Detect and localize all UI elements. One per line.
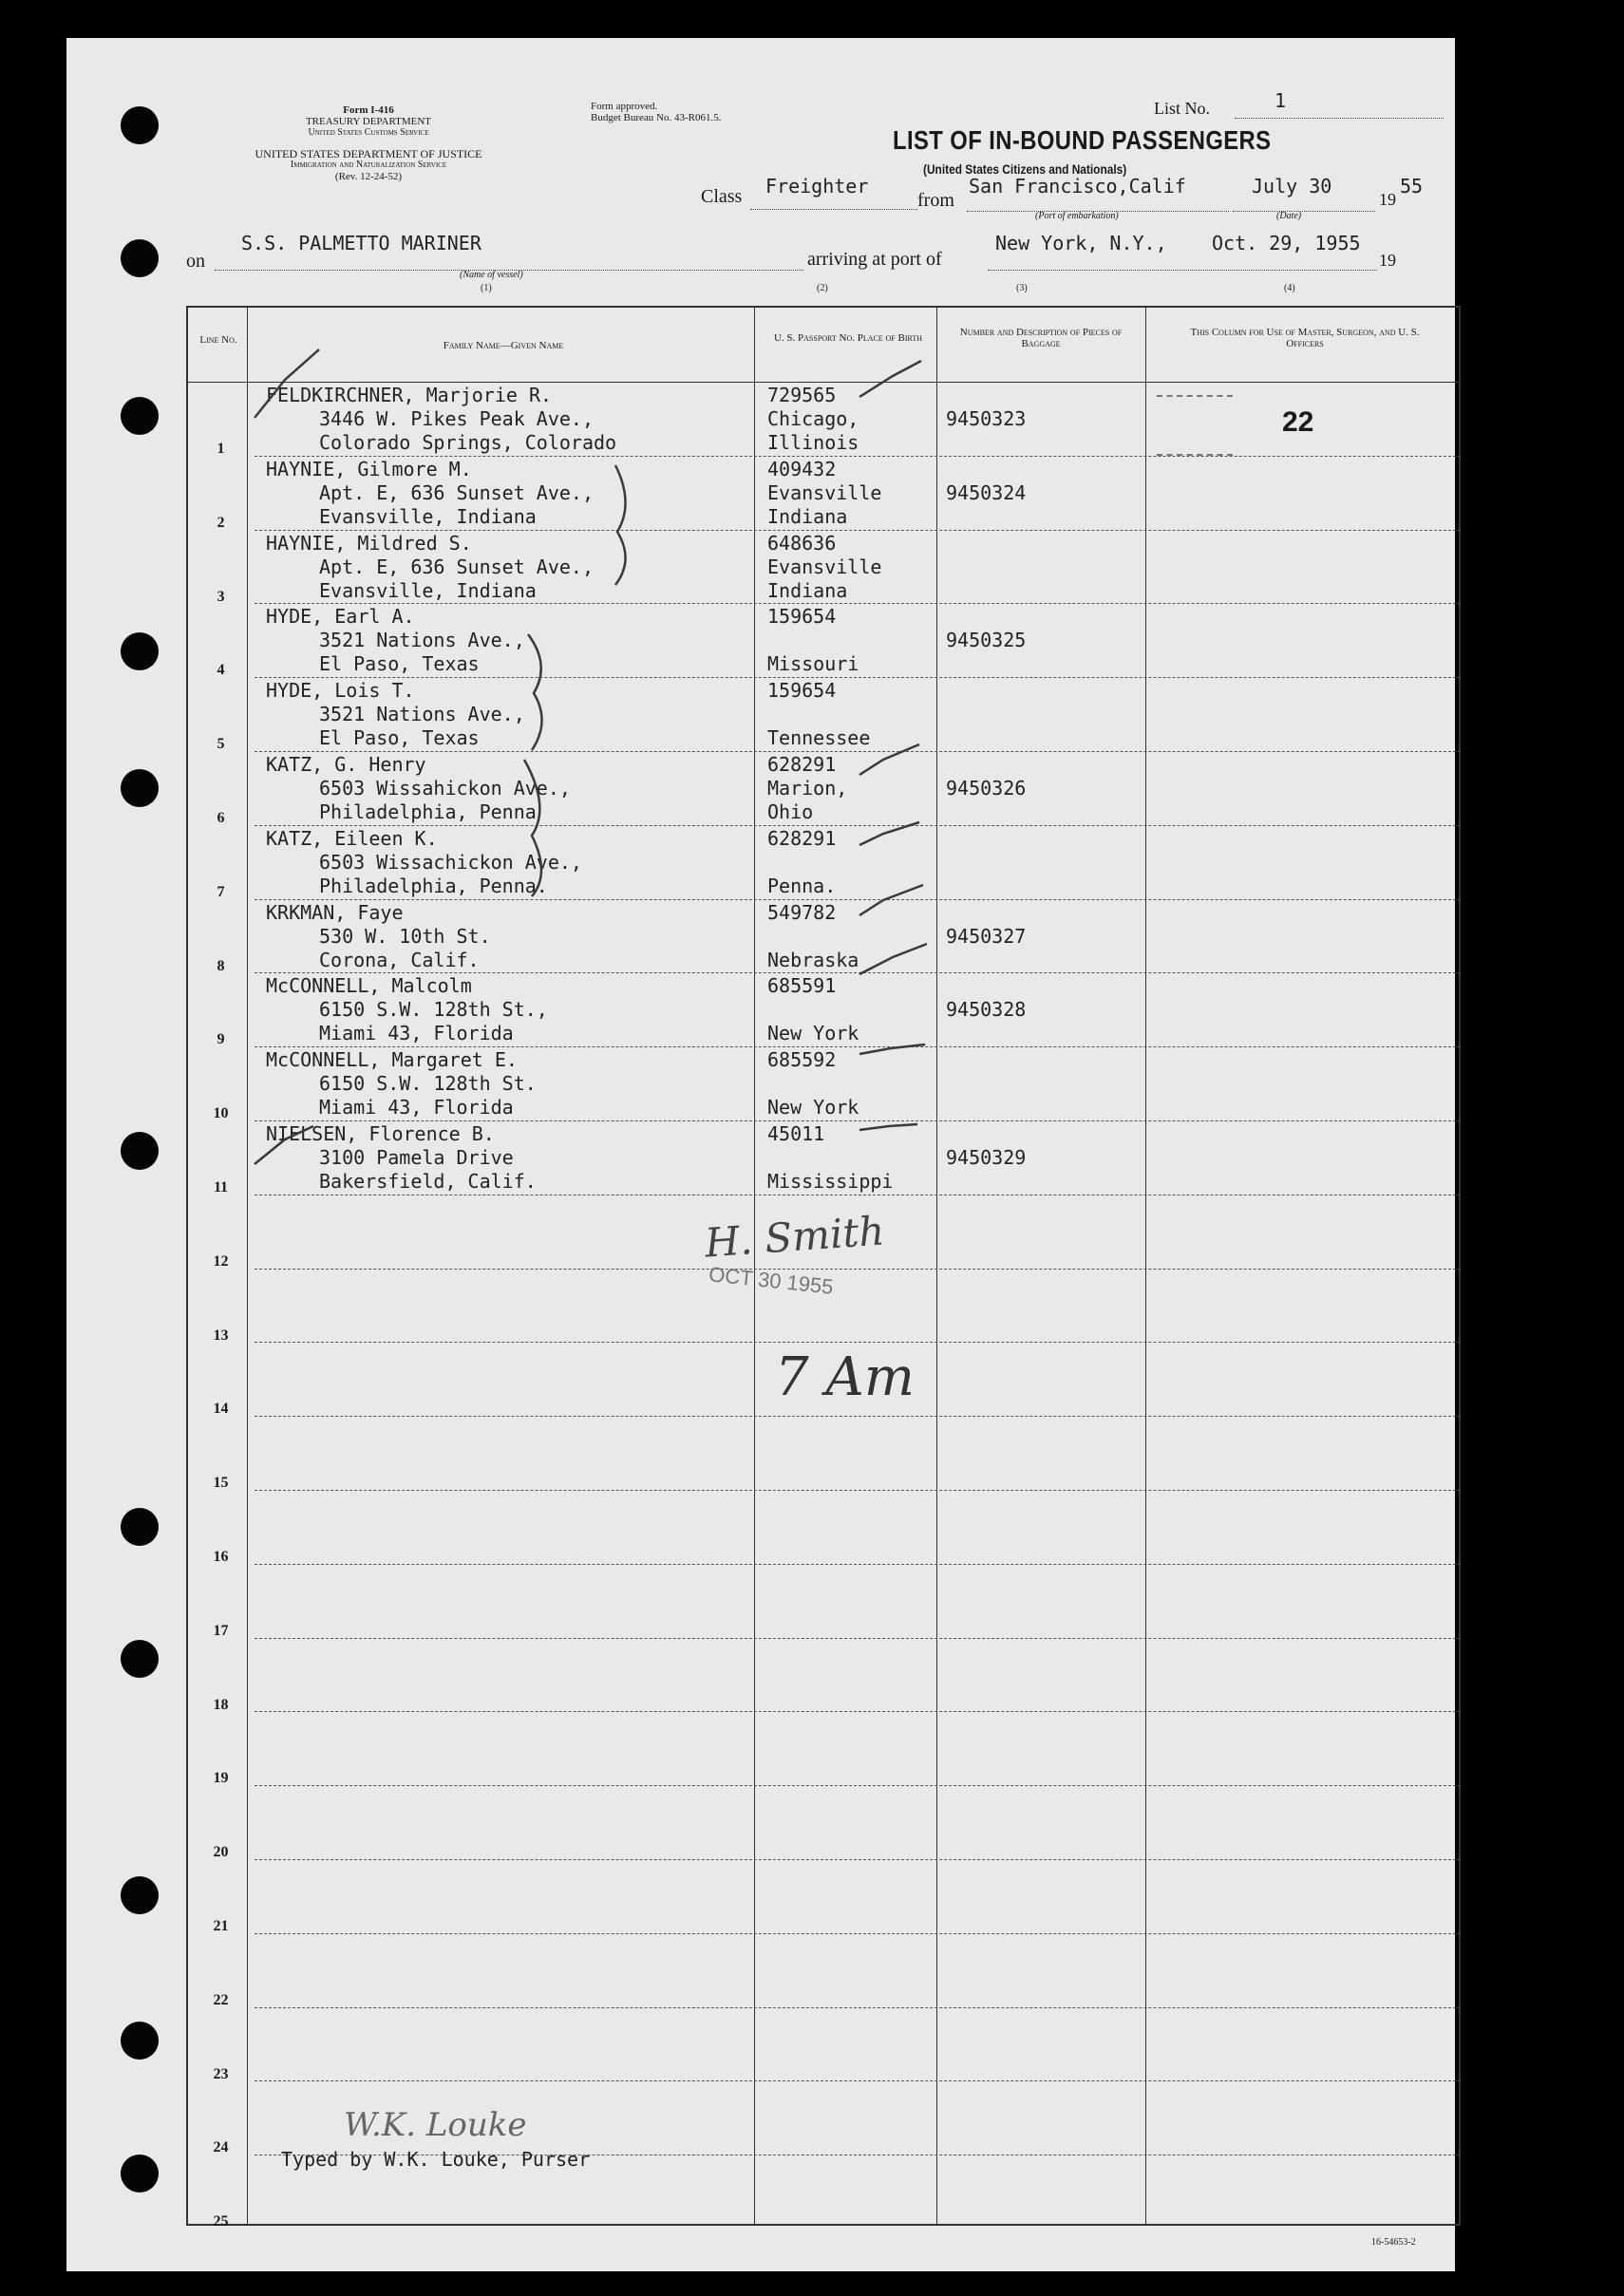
passenger-address-line2: Bakersfield, Calif.: [319, 1170, 537, 1193]
arriving-label: arriving at port of: [807, 249, 942, 270]
col4-number: (4): [1284, 283, 1295, 293]
passenger-name: HYDE, Lois T.: [266, 679, 415, 703]
page-title: LIST OF IN-BOUND PASSENGERS: [893, 125, 1272, 155]
embark-port: San Francisco,Calif: [969, 175, 1186, 198]
passenger-name: HAYNIE, Gilmore M.: [266, 457, 472, 480]
birthplace-line2: Indiana: [767, 504, 848, 528]
list-no-value: 1: [1275, 89, 1287, 112]
passenger-address-line2: Colorado Springs, Colorado: [319, 431, 617, 454]
passenger-address-line2: Miami 43, Florida: [319, 1022, 514, 1045]
header-officers: This Column for Use of Master, Surgeon, and U. S. Officers: [1190, 327, 1420, 349]
passport-number: 45011: [767, 1122, 825, 1145]
birthplace-line2: Penna.: [767, 874, 837, 897]
birthplace-line2: Mississippi: [767, 1170, 894, 1193]
line-number: 24: [213, 2139, 229, 2156]
header-baggage: Number and Description of Pieces of Baggage: [959, 327, 1123, 349]
line-number: 16: [213, 1549, 229, 1565]
class-value: Freighter: [765, 175, 869, 198]
vessel-name: S.S. PALMETTO MARINER: [241, 232, 482, 254]
line-number: 22: [213, 1991, 229, 2008]
header-passport: U. S. Passport No. Place of Birth: [773, 332, 923, 344]
passport-number: 409432: [767, 457, 837, 480]
passenger-address-line2: Philadelphia, Penna: [319, 800, 537, 823]
line-number: 20: [213, 1844, 229, 1861]
passenger-address-line1: 6503 Wissahickon Ave.,: [319, 777, 571, 800]
revision-date: (Rev. 12-24-52): [334, 171, 403, 182]
class-label: Class: [701, 186, 743, 207]
passenger-address-line2: Evansville, Indiana: [319, 504, 537, 528]
officer-mark: 22: [1282, 406, 1314, 438]
line-number: 10: [213, 1105, 229, 1122]
line-number: 4: [217, 662, 225, 679]
passport-number: 549782: [767, 900, 837, 924]
passenger-address-line1: 3100 Pamela Drive: [319, 1146, 514, 1169]
line-number: 6: [217, 810, 225, 826]
passenger-address-line1: 3521 Nations Ave.,: [319, 629, 525, 652]
passenger-address-line1: 6503 Wissachickon Ave.,: [319, 850, 582, 874]
passenger-name: McCONNELL, Margaret E.: [266, 1048, 518, 1072]
embark-caption: (Port of embarkation): [1035, 211, 1119, 221]
birthplace-line1: Marion,: [767, 777, 848, 800]
passport-number: 685591: [767, 974, 837, 998]
year-prefix: 19: [1379, 190, 1396, 209]
passenger-address-line2: Miami 43, Florida: [319, 1096, 514, 1120]
received-stamp: OCT 30 1955: [708, 1262, 835, 1299]
line-number: 25: [213, 2213, 229, 2230]
line-number: 7: [217, 883, 225, 900]
passport-number: 628291: [767, 826, 837, 850]
line-number: 3: [217, 588, 225, 605]
header-line-no: Line No.: [199, 334, 237, 346]
line-number: 15: [213, 1475, 229, 1492]
baggage-number: 9450327: [946, 924, 1027, 948]
birthplace-line2: Illinois: [767, 431, 859, 454]
passenger-address-line1: 3446 W. Pikes Peak Ave.,: [319, 407, 594, 430]
form-number: Form I-416: [343, 104, 394, 116]
on-label: on: [186, 251, 205, 272]
customs-service: United States Customs Service: [308, 127, 429, 138]
line-number: 2: [217, 514, 225, 531]
passenger-address-line1: 530 W. 10th St.: [319, 924, 491, 948]
birthplace-line2: New York: [767, 1022, 859, 1045]
col2-number: (2): [817, 283, 828, 293]
passenger-address-line1: 6150 S.W. 128th St.: [319, 1072, 537, 1096]
handwritten-time: 7 Am: [775, 1346, 915, 1408]
baggage-number: 9450328: [946, 998, 1027, 1022]
line-number: 11: [213, 1179, 229, 1195]
birthplace-line2: New York: [767, 1096, 859, 1120]
passenger-address-line1: Apt. E, 636 Sunset Ave.,: [319, 555, 594, 578]
form-approved: Form approved.: [591, 101, 658, 112]
line-number: 18: [213, 1696, 229, 1713]
passenger-name: KRKMAN, Faye: [266, 900, 404, 924]
passenger-address-line2: El Paso, Texas: [319, 652, 480, 676]
line-number: 17: [213, 1622, 229, 1639]
passenger-name: KATZ, G. Henry: [266, 753, 426, 776]
budget-bureau: Budget Bureau No. 43-R061.5.: [591, 112, 722, 123]
header-name: Family Name—Given Name: [443, 340, 564, 351]
passenger-address-line1: 3521 Nations Ave.,: [319, 703, 525, 726]
passport-number: 159654: [767, 605, 837, 629]
birthplace-line1: Evansville: [767, 555, 882, 578]
passenger-address-line2: Corona, Calif.: [319, 948, 480, 971]
passport-number: 159654: [767, 679, 837, 703]
baggage-number: 9450323: [946, 407, 1027, 430]
passenger-address-line1: 6150 S.W. 128th St.,: [319, 998, 548, 1022]
baggage-number: 9450326: [946, 777, 1027, 800]
from-label: from: [917, 190, 954, 211]
list-no-label: List No.: [1154, 99, 1211, 118]
typed-by-line: Typed by W.K. Louke, Purser: [281, 2148, 591, 2171]
passport-number: 648636: [767, 531, 837, 555]
treasury-dept: TREASURY DEPARTMENT: [305, 116, 432, 127]
birthplace-line2: Ohio: [767, 800, 814, 823]
line-number: 14: [213, 1401, 229, 1418]
birthplace-line2: Nebraska: [767, 948, 859, 971]
passenger-name: HYDE, Earl A.: [266, 605, 415, 629]
birthplace-line2: Tennessee: [767, 726, 871, 750]
col3-number: (3): [1016, 283, 1028, 293]
baggage-number: 9450325: [946, 629, 1027, 652]
passenger-name: NIELSEN, Florence B.: [266, 1122, 495, 1145]
line-number: 9: [217, 1031, 225, 1048]
passenger-name: KATZ, Eileen K.: [266, 826, 438, 850]
justice-dept: UNITED STATES DEPARTMENT OF JUSTICE: [255, 147, 482, 160]
col1-number: (1): [481, 283, 492, 293]
year-value: 55: [1400, 175, 1424, 198]
departure-date: July 30: [1252, 175, 1332, 198]
vessel-caption: (Name of vessel): [460, 270, 523, 280]
line-number: 8: [217, 957, 225, 974]
line-number: 23: [213, 2065, 229, 2082]
birthplace-line1: Chicago,: [767, 407, 859, 430]
passenger-name: FELDKIRCHNER, Marjorie R.: [266, 384, 553, 406]
line-number: 1: [217, 441, 225, 457]
line-number: 5: [217, 736, 225, 753]
date-caption: (Date): [1276, 211, 1302, 221]
arrival-date: Oct. 29, 1955: [1212, 232, 1361, 254]
baggage-number: 9450329: [946, 1146, 1027, 1169]
birthplace-line1: Evansville: [767, 480, 882, 504]
passenger-address-line1: Apt. E, 636 Sunset Ave.,: [319, 480, 594, 504]
line-number: 21: [213, 1918, 229, 1934]
passenger-address-line2: Evansville, Indiana: [319, 578, 537, 602]
purser-signature: W.K. Louke: [344, 2106, 527, 2144]
ins-service: Immigration and Naturalization Service: [290, 160, 447, 170]
passenger-address-line2: El Paso, Texas: [319, 726, 480, 750]
passenger-name: HAYNIE, Mildred S.: [266, 531, 472, 555]
passport-number: 628291: [767, 753, 837, 776]
handwritten-signature-mid: H. Smith: [703, 1207, 886, 1267]
line-number: 19: [213, 1770, 229, 1787]
line-number: 13: [213, 1327, 229, 1344]
arrival-port: New York, N.Y.,: [995, 232, 1167, 254]
form-code: 16-54653-2: [1371, 2237, 1416, 2248]
arrival-year-prefix: 19: [1379, 251, 1396, 270]
baggage-number: 9450324: [946, 480, 1027, 504]
passport-number: 685592: [767, 1048, 837, 1072]
birthplace-line2: Indiana: [767, 578, 848, 602]
page-subtitle: (United States Citizens and Nationals): [923, 161, 1127, 177]
passenger-name: McCONNELL, Malcolm: [266, 974, 472, 998]
line-number: 12: [213, 1252, 229, 1270]
passport-number: 729565: [767, 384, 837, 406]
birthplace-line2: Missouri: [767, 652, 859, 676]
passenger-address-line2: Philadelphia, Penna.: [319, 874, 548, 897]
